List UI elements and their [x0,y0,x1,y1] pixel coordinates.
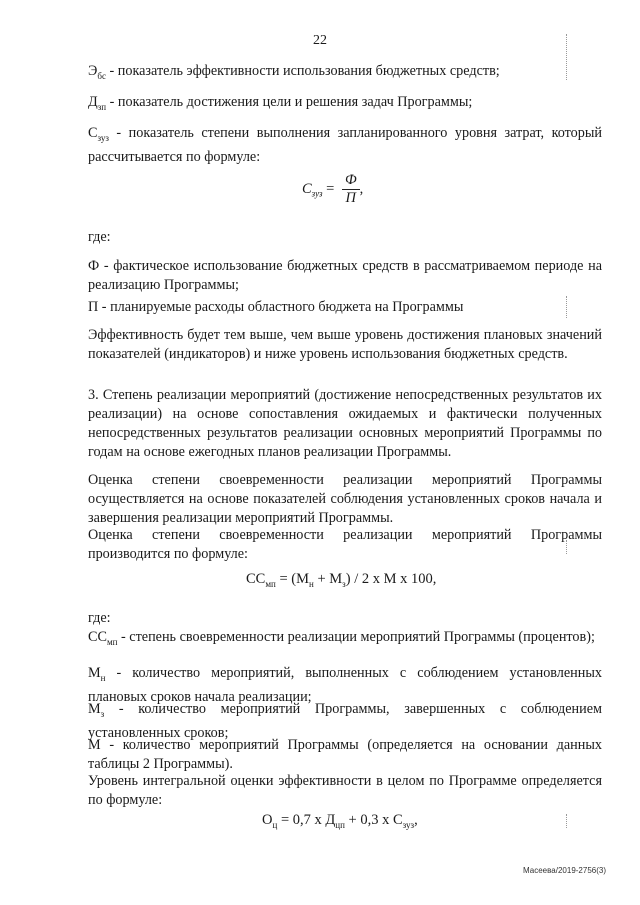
where-label-1: где: [88,229,111,245]
definition-mn: $М_н$ - количество мероприятий, выполненных с соблюдением установленных плановых сроков начала реализации; [88,665,602,705]
definition-phi: Ф - фактическое использование бюджетных средств в рассматриваемом периоде на реализацию Программы; [88,258,602,293]
footer-document-id: Масеева/2019-2756(3) [523,866,606,875]
definition-ssmp: $СС_{мп}$ - степень своевременности реализации мероприятий Программы (процентов); [88,629,595,647]
paragraph-item-3: 3. Степень реализации мероприятий (достижение непосредственных результатов их реализации) на основе сопоставления ожидаемых и фактически полученных непосредственных результатов реализации основных мероприятий Программы по годам на основе ежегодных планов реализации Программы. [88,387,602,460]
paragraph-integral-level: Уровень интегральной оценки эффективности в целом по Программе определяется по формуле: [88,773,602,808]
definition-mz: $М_з$ - количество мероприятий Программы, завершенных с соблюдением установленных сроков; [88,701,602,741]
formula-oc: $О_ц = 0,7$ х $Д_{цп} + 0,3$ х $С_{зуз}$, [262,812,418,830]
definition-eb: $Э_{бс}$ - показатель эффективности использования бюджетных средств; [88,63,500,81]
definition-pi: П - планируемые расходы областного бюджета на Программы [88,299,464,315]
scan-artifact-dots [566,296,568,318]
scan-artifact-dots [566,540,568,554]
scan-artifact-dots [566,34,568,80]
paragraph-assessment-1: Оценка степени своевременности реализации мероприятий Программы осуществляется на основе показателей соблюдения установленных сроков начала и завершения реализации мероприятий Программы. [88,472,602,526]
formula-szuz: $С_{зуз}$ = $\frac{Ф}{П}$ , [302,172,364,206]
paragraph-efficiency: Эффективность будет тем выше, чем выше уровень достижения плановых значений показателей (индикаторов) и ниже уровень использования бюджетных средств. [88,327,602,362]
scan-artifact-dots [566,814,568,828]
definition-dz: $Д_{зп}$ - показатель достижения цели и решения задач Программы; [88,94,473,112]
page-number: 22 [313,33,327,48]
formula-ssmp: $СС_{мп} = (М_н + М_з) / 2$ х М х 100, [246,571,437,589]
paragraph-assessment-2: Оценка степени своевременности реализации мероприятий Программы производится по формуле: [88,527,602,562]
definition-m: М - количество мероприятий Программы (определяется на основании данных таблицы 2 Программы). [88,737,602,772]
where-label-2: где: [88,610,111,626]
formula-fraction: $\frac{Ф}{П}$ [342,172,360,207]
definition-sz: $С_{зуз}$ - показатель степени выполнения запланированного уровня затрат, который рассчитывается по формуле: [88,125,602,165]
